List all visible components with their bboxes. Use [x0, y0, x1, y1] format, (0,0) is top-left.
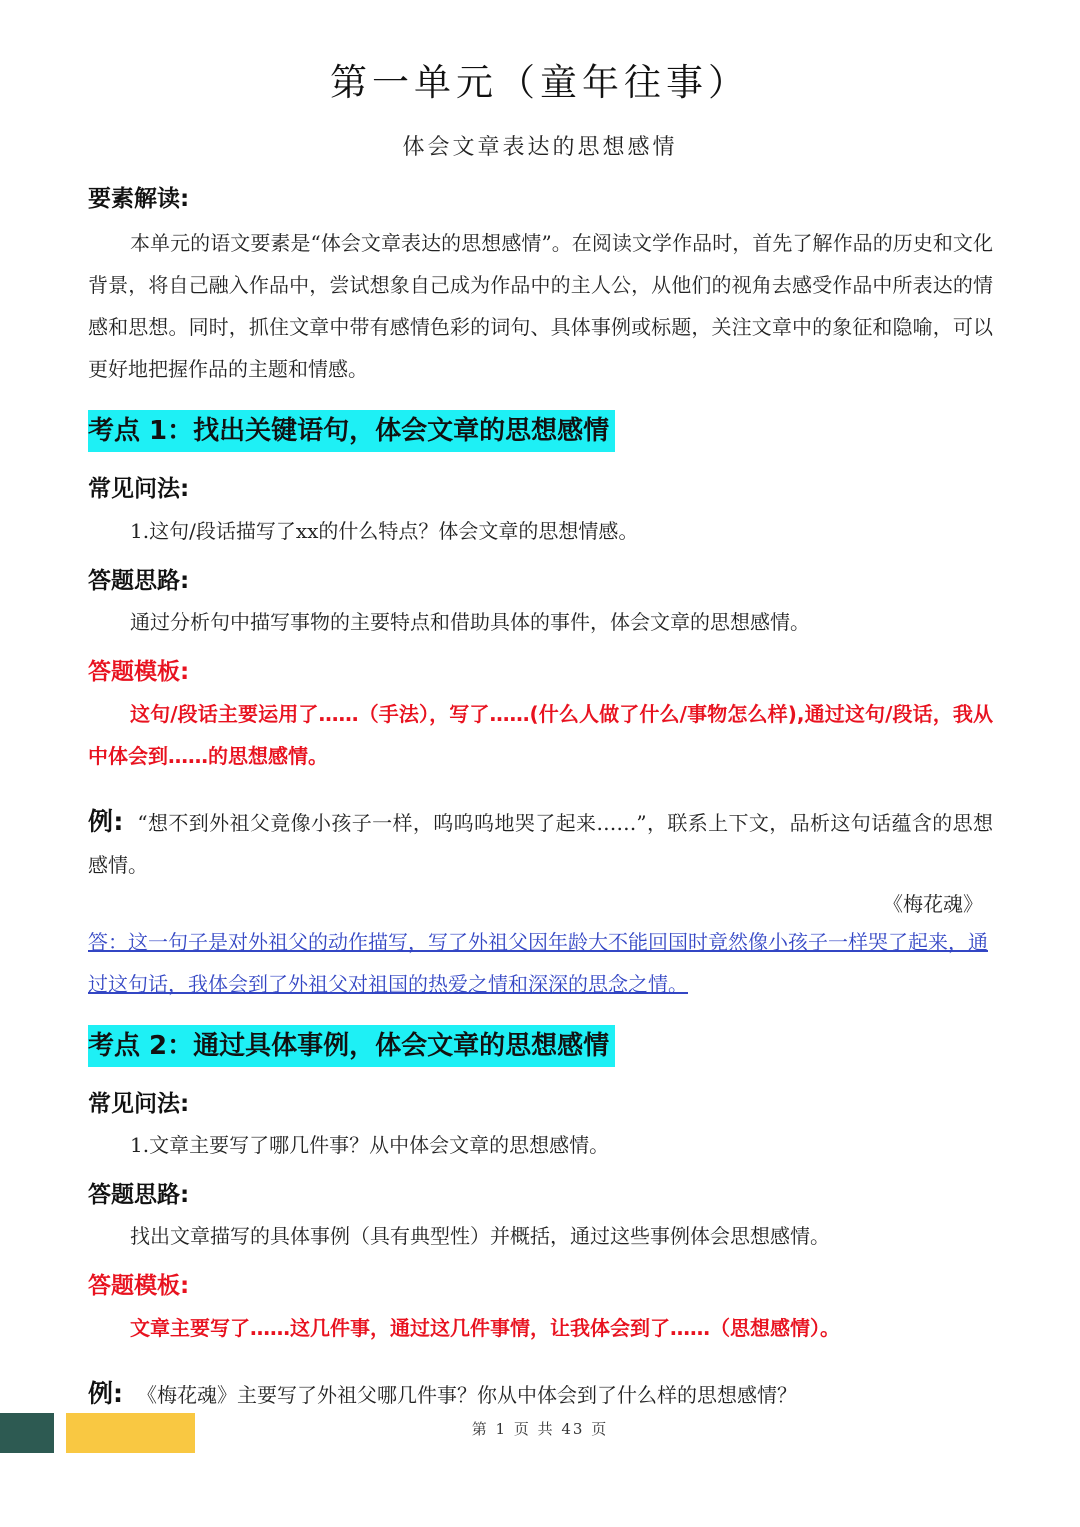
- section-2-example: [88, 1373, 993, 1416]
- section-2-example-text: 《梅花魂》主要写了外祖父哪几件事？你从中体会到了什么样的思想感情？: [137, 1383, 797, 1407]
- section-1-approach: 通过分析句中描写事物的主要特点和借助具体的事件，体会文章的思想感情。: [130, 610, 810, 634]
- section-2-template: 文章主要写了……这几件事，通过这几件事情，让我体会到了……（思想感情）。: [130, 1316, 840, 1340]
- section-2-approach: 找出文章描写的具体事例（具有典型性）并概括，通过这些事例体会思想感情。: [130, 1224, 830, 1248]
- section-1-template-heading: 答题模板:: [88, 659, 190, 685]
- section-2-title: 考点 2：通过具体事例，体会文章的思想感情: [88, 1025, 615, 1067]
- section-1-example-label: 例:: [88, 807, 124, 836]
- page-subtitle: 体会文章表达的思想感情: [402, 135, 678, 160]
- section-1-title: 考点 1：找出关键语句，体会文章的思想感情: [88, 410, 615, 452]
- section-2-example-label: 例:: [88, 1379, 123, 1408]
- section-1-template: 这句/段话主要运用了……（手法），写了……(什么人做了什么/事物怎么样),通过这句/段话，我从中体会到……的思想感情。: [88, 702, 993, 768]
- section-2-approach-heading: 答题思路:: [88, 1182, 190, 1208]
- section-1-example-text: “想不到外祖父竟像小孩子一样，呜呜呜地哭了起来……”，联系上下文，品析这句话蕴含的思想感情。: [88, 811, 994, 877]
- section-1-answer: 答：这一句子是对外祖父的动作描写，写了外祖父因年龄大不能回国时竟然像小孩子一样哭了起来，通过这句话，我体会到了外祖父对祖国的热爱之情和深深的思念之情。: [88, 930, 988, 996]
- section-1-example: [88, 801, 993, 886]
- section-1-question: 1.这句/段话描写了xx的什么特点？体会文章的思想情感。: [130, 519, 639, 543]
- elements-paragraph: 本单元的语文要素是“体会文章表达的思想感情”。在阅读文学作品时，首先了解作品的历史和文化背景，将自己融入作品中，尝试想象自己成为作品中的主人公，从他们的视角去感受作品中所表达的情感和思想。同时，抓住文章中带有感情色彩的词句、具体事例或标题，关注文章中的象征和隐喻，可以更好地把握作品的主题和情感。: [88, 231, 993, 381]
- section-1-approach-heading: 答题思路:: [88, 568, 190, 594]
- section-2-question-heading: 常见问法:: [88, 1091, 190, 1117]
- elements-heading: 要素解读:: [88, 186, 190, 212]
- section-2-question: 1.文章主要写了哪几件事？从中体会文章的思想感情。: [130, 1133, 610, 1157]
- section-2-template-heading: 答题模板:: [88, 1273, 190, 1299]
- section-1-example-source: 《梅花魂》: [883, 892, 983, 916]
- page-number: 第 1 页 共 43 页: [471, 1420, 609, 1438]
- page-title: 第一单元（童年往事）: [330, 61, 750, 104]
- section-1-question-heading: 常见问法:: [88, 476, 190, 502]
